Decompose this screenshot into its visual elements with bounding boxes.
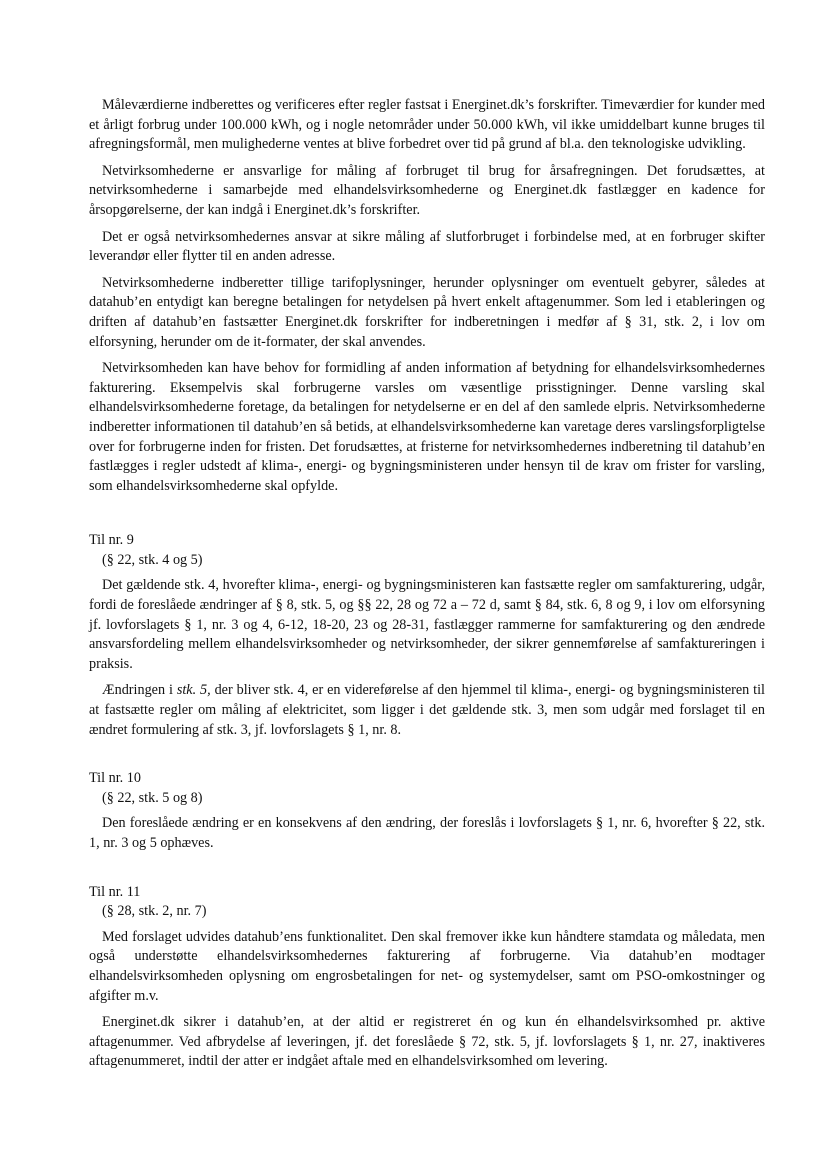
section-paragraph (89, 681, 765, 740)
paragraph-supplier-switch: Det er også netvirksomhedernes ansvar at sikre måling af slutforbruget i forbindelse med, at en forbruger skifter leverandør eller flytter til en anden adresse. (89, 228, 765, 265)
section-paragraph: Den foreslåede ændring er en konsekvens af den ændring, der foreslås i lovforslagets § 1, nr. 6, hvorefter § 22, stk. 1, nr. 3 og 5 ophæves. (89, 815, 765, 851)
paragraph-tariff-info: Netvirksomhederne indberetter tillige tarifoplysninger, herunder oplysninger om eventuelt gebyrer, således at datahub’en entydigt kan beregne betalingen for netydelsen på hvert enkelt aftagenummer. Som led i etableringen og driften af datahub’en fastsætter Energinet.dk forskrifter for indberetningen i medfør af § 31, stk. 2, i lov om elforsyning, herunder om de it-formater, der skal anvendes. (89, 274, 765, 350)
paragraph-measurement-values: Måleværdierne indberettes og verificeres efter regler fastsat i Energinet.dk’s forskrifter. Timeværdier for kunder med et årligt forbrug under 100.000 kWh, og i nogle netområder under 50.000 kWh, vil ikke umiddelbart kunne bruges til afregningsformål, men mulighederne ventes at blive forbedret over tid på grund af bl.a. den teknologiske udvikling. (89, 97, 765, 153)
paragraph-price-notification: Netvirksomheden kan have behov for formidling af anden information af betydning for elhandelsvirksomhedernes fakturering. Eksempelvis skal forbrugerne varsles om væsentlige prisstigninger. Denne varsling skal elhandelsvirksomhederne foretage, da betalingen for netydelserne er en del af den samlede elpris. Netvirksomhederne indberetter informationen til datahub’en så betids, at elhandelsvirksomhederne kan varetage deres varslingsforpligtelse over for forbrugerne inden for fristen. Det forudsættes, at fristerne for netvirksomhedernes indberetning til datahub’en fastlægges i regler udstedt af klima-, energi- og bygningsministeren under hensyn til de krav om frister for varsling, som elhandelsvirksomhederne skal opfylde. (89, 360, 765, 494)
section-reference: (§ 28, stk. 2, nr. 7) (102, 903, 207, 920)
section-heading: Til nr. 9 (89, 532, 134, 549)
italic-text-run: stk. 5, (176, 682, 211, 699)
paragraph-annual-settlement: Netvirksomhederne er ansvarlige for måling af forbruget til brug for årsafregningen. Det forudsættes, at netvirksomhederne i samarbejde med elhandelsvirksomhederne og Energinet.dk fastlægger en kadence for årsopgørelserne, der kan indgå i Energinet.dk’s forskrifter. (89, 162, 765, 218)
section-reference: (§ 22, stk. 4 og 5) (102, 551, 203, 568)
document-body (89, 96, 765, 1079)
section-spacer (89, 503, 765, 531)
section-spacer (89, 861, 765, 883)
section-paragraph: Energinet.dk sikrer i datahub’en, at der altid er registreret én og kun én elhandelsvirksomhed pr. aktive aftagenummer. Ved afbrydelse af leveringen, jf. det foreslåede § 72, stk. 5, jf. lovforslagets § 1, nr. 27, inaktiveres aftagenummeret, indtil der atter er indgået aftale med en elhandelsvirksomhed om levering. (89, 1014, 765, 1070)
section-heading: Til nr. 10 (89, 770, 141, 787)
section-reference: (§ 22, stk. 5 og 8) (102, 789, 203, 806)
section-nr-11 (89, 883, 765, 1072)
section-nr-10 (89, 769, 765, 853)
section-paragraph: Det gældende stk. 4, hvorefter klima-, energi- og bygningsministeren kan fastsætte regler om samfakturering, udgår, fordi de foreslåede ændringer af § 8, stk. 5, og §§ 22, 28 og 72 a – 72 d, samt § 84, stk. 6, 8 og 9, i lov om elforsyning jf. lovforslagets § 1, nr. 3 og 4, 6-12, 18-20, 23 og 28-31, fastlægger rammerne for samfakturering og den ændrede ansvarsfordeling mellem elhandelsvirksomheder og netvirksomheder, der sikrer gennemførelse af samfaktureringen i praksis. (89, 577, 765, 672)
text-run: der bliver stk. 4, er en videreførelse af den hjemmel til klima-, energi- og bygningsministeren til at fastsætte regler om måling af elektricitet, som ligger i det gældende stk. 3, men som udgår med forslaget til en ændret formulering af stk. 3, jf. lovforslagets § 1, nr. 8. (89, 682, 765, 738)
section-nr-9 (89, 531, 765, 740)
section-paragraph: Med forslaget udvides datahub’ens funktionalitet. Den skal fremover ikke kun håndtere stamdata og måledata, men også understøtte elhandelsvirksomhedernes fakturering af forbrugerne. Via datahub’en modtager elhandelsvirksomheden oplysning om engrosbetalingen for net- og systemydelser, samt om PSO-omkostninger og afgifter m.v. (89, 928, 765, 1004)
section-heading: Til nr. 11 (89, 883, 141, 900)
text-run: Ændringen i (102, 682, 177, 699)
section-spacer (89, 747, 765, 769)
